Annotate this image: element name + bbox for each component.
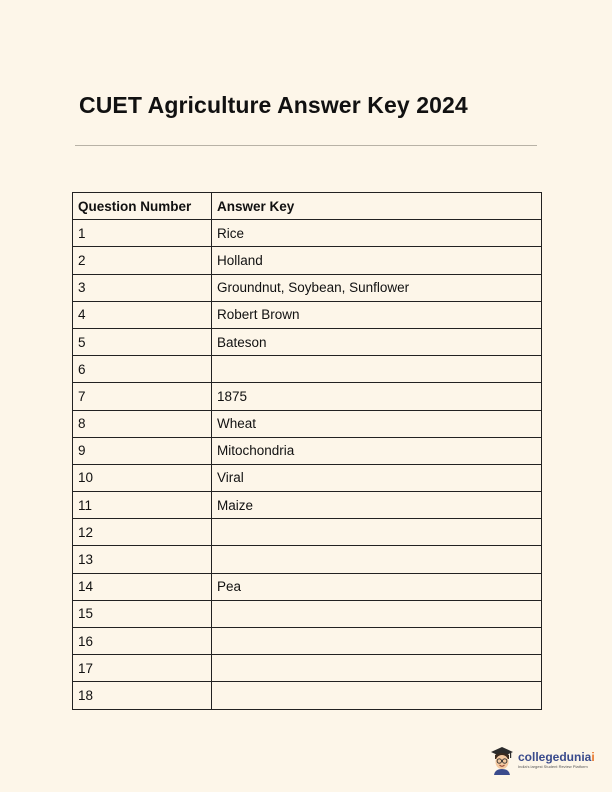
- question-number-cell: 5: [73, 328, 212, 355]
- question-number-cell: 2: [73, 247, 212, 274]
- answer-cell: [212, 356, 542, 383]
- table-row: [73, 247, 542, 274]
- brand-tagline: India's largest Student Review Platform: [518, 763, 588, 769]
- table-row: [73, 301, 542, 328]
- answer-table-body: [73, 220, 542, 709]
- question-number-header: Question Number: [73, 193, 212, 220]
- answer-cell: Maize: [212, 492, 542, 519]
- table-row: [73, 220, 542, 247]
- answer-cell: [212, 682, 542, 709]
- table-row: [73, 410, 542, 437]
- table-row: [73, 356, 542, 383]
- question-number-cell: 13: [73, 546, 212, 573]
- table-row: [73, 573, 542, 600]
- answer-cell: Rice: [212, 220, 542, 247]
- answer-cell: [212, 519, 542, 546]
- table-row: [73, 492, 542, 519]
- question-number-cell: 7: [73, 383, 212, 410]
- answer-cell: Mitochondria: [212, 437, 542, 464]
- answer-cell: Groundnut, Soybean, Sunflower: [212, 274, 542, 301]
- table-row: [73, 274, 542, 301]
- question-number-cell: 11: [73, 492, 212, 519]
- question-number-cell: 1: [73, 220, 212, 247]
- question-number-cell: 8: [73, 410, 212, 437]
- question-number-cell: 14: [73, 573, 212, 600]
- question-number-cell: 3: [73, 274, 212, 301]
- answer-cell: [212, 600, 542, 627]
- question-number-cell: 12: [73, 519, 212, 546]
- question-number-cell: 10: [73, 464, 212, 491]
- question-number-cell: 16: [73, 628, 212, 655]
- table-row: [73, 600, 542, 627]
- answer-cell: Viral: [212, 464, 542, 491]
- answer-cell: Pea: [212, 573, 542, 600]
- answer-cell: [212, 546, 542, 573]
- answer-cell: Wheat: [212, 410, 542, 437]
- answer-cell: Robert Brown: [212, 301, 542, 328]
- table-row: [73, 546, 542, 573]
- student-mascot-icon: [489, 745, 515, 775]
- answer-key-table: [72, 192, 542, 710]
- brand-watermark: [489, 744, 595, 776]
- answer-cell: [212, 628, 542, 655]
- table-row: [73, 383, 542, 410]
- question-number-cell: 4: [73, 301, 212, 328]
- table-row: [73, 464, 542, 491]
- page-title: CUET Agriculture Answer Key 2024: [79, 92, 468, 118]
- table-row: [73, 328, 542, 355]
- answer-key-header: Answer Key: [212, 193, 542, 220]
- answer-cell: Bateson: [212, 328, 542, 355]
- table-row: [73, 682, 542, 709]
- table-row: [73, 655, 542, 682]
- question-number-cell: 9: [73, 437, 212, 464]
- table-row: [73, 628, 542, 655]
- answer-cell: 1875: [212, 383, 542, 410]
- question-number-cell: 15: [73, 600, 212, 627]
- question-number-cell: 17: [73, 655, 212, 682]
- answer-cell: Holland: [212, 247, 542, 274]
- title-divider: [75, 145, 537, 146]
- question-number-cell: 6: [73, 356, 212, 383]
- brand-name: collegeduniai: [518, 749, 595, 764]
- table-row: [73, 437, 542, 464]
- answer-cell: [212, 655, 542, 682]
- question-number-cell: 18: [73, 682, 212, 709]
- table-header-row: [73, 193, 542, 220]
- table-row: [73, 519, 542, 546]
